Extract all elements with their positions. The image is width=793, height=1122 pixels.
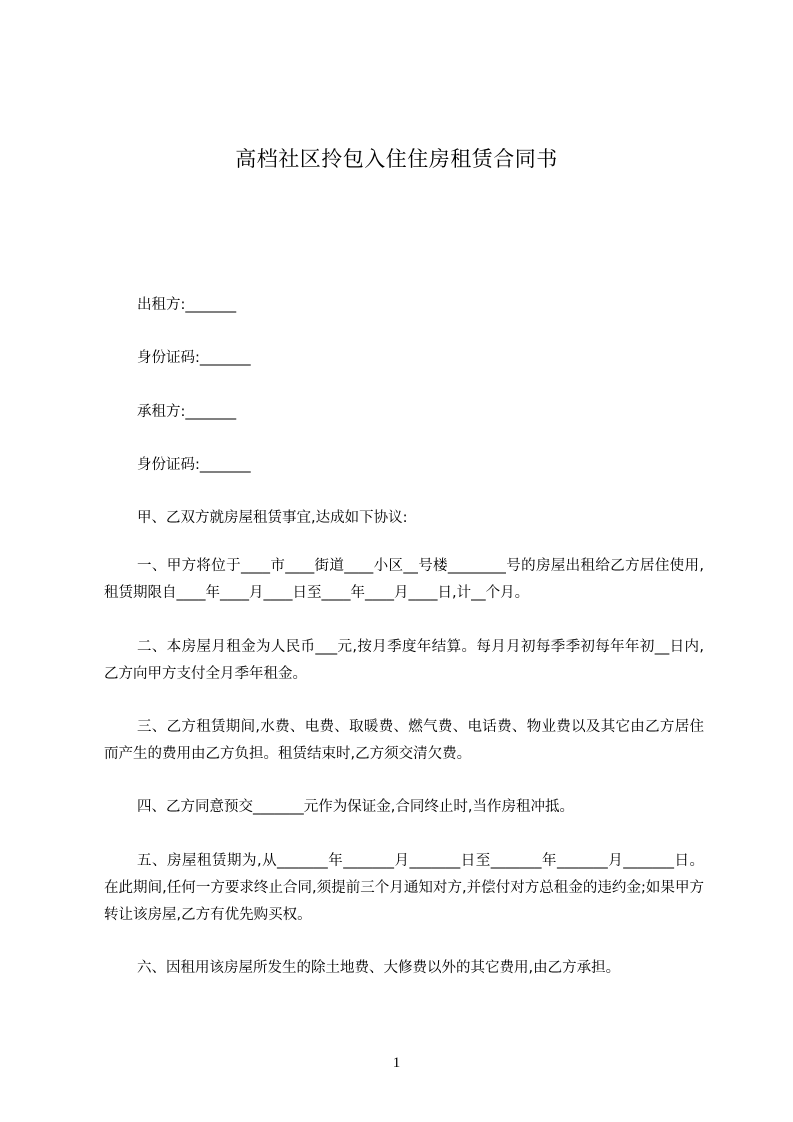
lessor-line: 出租方:_______ [137, 297, 237, 313]
lessor-id-line: 身份证码:_______ [137, 350, 251, 366]
clause-1: 一、甲方将位于____市____街道____小区__号楼________号的房屋出租给乙方居住使用,租赁期限自____年____月____日至____年____月____日,计__个月。 [104, 558, 704, 601]
clause-6: 六、因租用该房屋所发生的除土地费、大修费以外的其它费用,由乙方承担。 [137, 960, 621, 976]
clause-5: 五、房屋租赁期为,从_______年_______月_______日至_______年_______月_______日。在此期间,任何一方要求终止合同,须提前三个月通知对方,并偿付对方总租金的违约金;如果甲方转让该房屋,乙方有优先购买权。 [104, 853, 704, 923]
clause-3: 三、乙方租赁期间,水费、电费、取暖费、燃气费、电话费、物业费以及其它由乙方居住而产生的费用由乙方负担。租赁结束时,乙方须交清欠费。 [104, 719, 704, 762]
clause-2: 二、本房屋月租金为人民币___元,按月季度年结算。每月月初每季季初每年年初__日内,乙方向甲方支付全月季年租金。 [104, 639, 704, 682]
document-title: 高档社区拎包入住住房租赁合同书 [235, 147, 558, 171]
page-number: 1 [392, 1055, 401, 1071]
agreement-intro: 甲、乙双方就房屋租赁事宜,达成如下协议: [137, 510, 408, 526]
clause-4: 四、乙方同意预交_______元作为保证金,合同终止时,当作房租冲抵。 [137, 799, 574, 815]
lessee-line: 承租方:_______ [137, 404, 237, 420]
lessee-id-line: 身份证码:_______ [137, 457, 251, 473]
